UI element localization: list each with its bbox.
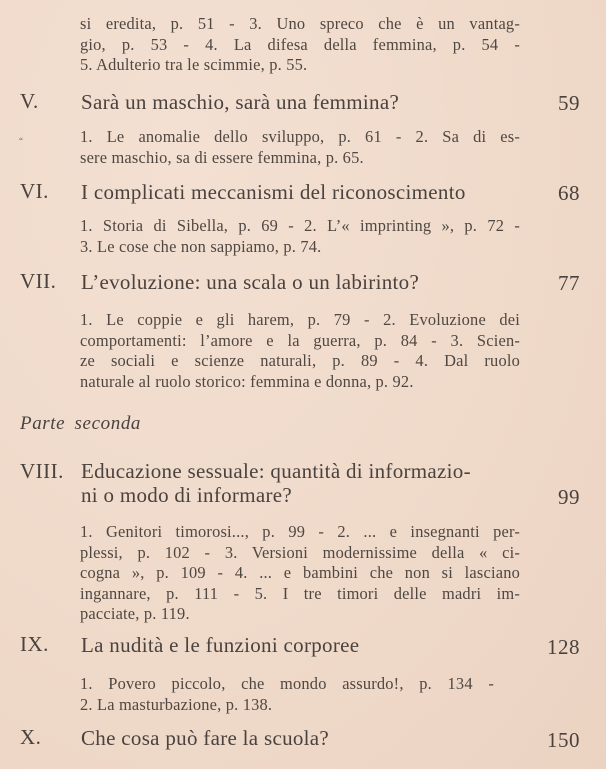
section-line: ze sociali e scienze naturali, p. 89 - 4. Dal ruolo: [80, 351, 520, 370]
part-heading: Parte seconda: [20, 413, 142, 434]
section-line: 2. La masturbazione, p. 138.: [80, 694, 273, 714]
chapter-title: I complicati meccanismi del riconoscimento: [81, 180, 466, 204]
chapter-title: Che cosa può fare la scuola?: [81, 726, 330, 750]
chapter-page-number: 128: [547, 635, 580, 659]
chapter-title: La nudità e le funzioni corporee: [81, 633, 360, 657]
chapter-sections: [80, 216, 520, 257]
chapter-iv-sections-continuation: [80, 14, 520, 76]
chapter-number: X.: [20, 725, 42, 749]
section-line: 1. Le coppie e gli harem, p. 79 - 2. Evoluzione dei: [80, 310, 520, 329]
section-line: 1. Le anomalie dello sviluppo, p. 61 - 2. Sa di es-: [80, 127, 520, 146]
chapter-sections: [80, 310, 520, 392]
section-line: cogna », p. 109 - 4. ... e bambini che non si lasciano: [80, 563, 520, 582]
chapter-page-number: 150: [547, 728, 580, 752]
chapter-page-number: 99: [558, 485, 580, 509]
chapter-page-number: 68: [558, 181, 580, 205]
section-line: gio, p. 53 - 4. La difesa della femmina, p. 54 -: [80, 34, 520, 54]
section-line: 1. Storia di Sibella, p. 69 - 2. L’« imprinting », p. 72 -: [80, 216, 520, 235]
chapter-number: VII.: [20, 269, 57, 293]
section-line: plessi, p. 102 - 3. Versioni modernissime della « ci-: [80, 542, 520, 562]
section-line: naturale al ruolo storico: femmina e donna, p. 92.: [80, 371, 414, 391]
section-line: si eredita, p. 51 - 3. Uno spreco che è un vantag-: [80, 14, 520, 33]
chapter-number: V.: [20, 89, 39, 113]
section-line: 3. Le cose che non sappiamo, p. 74.: [80, 236, 322, 256]
chapter-title-continuation: ni o modo di informare?: [81, 483, 293, 507]
chapter-title: L’evoluzione: una scala o un labirinto?: [81, 270, 420, 294]
section-line: ingannare, p. 111 - 5. I tre timori delle madri im-: [80, 583, 520, 603]
section-line: sere maschio, sa di essere femmina, p. 65.: [80, 147, 364, 167]
section-line: pacciate, p. 119.: [80, 604, 190, 623]
chapter-sections: [80, 674, 494, 715]
section-line: comportamenti: l’amore e la guerra, p. 84 - 3. Scien-: [80, 330, 520, 350]
section-line: 5. Adulterio tra le scimmie, p. 55.: [80, 55, 308, 74]
chapter-title: Sarà un maschio, sarà una femmina?: [81, 90, 400, 114]
ink-speck-mark: “: [19, 136, 23, 146]
chapter-page-number: 77: [558, 271, 580, 295]
chapter-number: VI.: [20, 179, 49, 203]
chapter-number: IX.: [20, 632, 49, 656]
section-line: 1. Povero piccolo, che mondo assurdo!, p. 134 -: [80, 674, 494, 693]
section-line: 1. Genitori timorosi..., p. 99 - 2. ... e insegnanti per-: [80, 522, 520, 541]
chapter-page-number: 59: [558, 91, 580, 115]
chapter-number: VIII.: [20, 459, 64, 483]
chapter-title: Educazione sessuale: quantità di informazio-: [81, 459, 471, 483]
chapter-sections: [80, 522, 520, 625]
chapter-sections: [80, 127, 520, 168]
